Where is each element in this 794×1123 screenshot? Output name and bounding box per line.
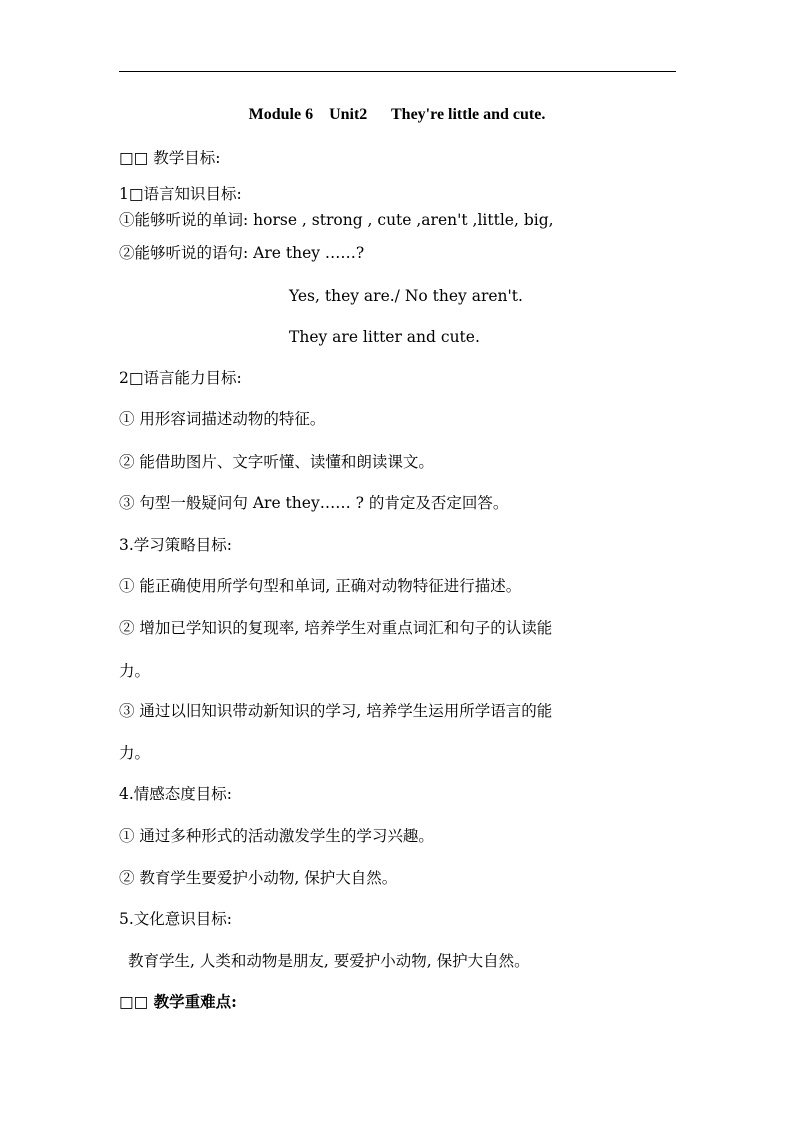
strategy-item-3: ③ 通过以旧知识带动新知识的学习, 培养学生运用所学语言的能 xyxy=(119,702,553,720)
attitude-item-1: ① 通过多种形式的活动激发学生的学习兴趣。 xyxy=(119,827,434,845)
knowledge-words: ①能够听说的单词: horse , strong , cute ,aren't ,little, big, xyxy=(119,211,554,229)
section-heading-objectives: □□ 教学目标: xyxy=(119,149,221,167)
subheading-ability: 2□语言能力目标: xyxy=(119,369,242,387)
knowledge-sentence-answer: Yes, they are./ No they aren't. xyxy=(289,287,523,305)
strategy-item-2-cont: 力。 xyxy=(119,662,151,680)
document-title: Module 6 Unit2 They're little and cute. xyxy=(248,106,546,123)
header-rule xyxy=(119,71,676,72)
strategy-item-1: ① 能正确使用所学句型和单词, 正确对动物特征进行描述。 xyxy=(119,577,522,595)
knowledge-sentences: ②能够听说的语句: Are they ……? xyxy=(119,244,365,262)
strategy-item-2: ② 增加已学知识的复现率, 培养学生对重点词汇和句子的认读能 xyxy=(119,619,553,637)
ability-item-2: ② 能借助图片、文字听懂、读懂和朗读课文。 xyxy=(119,453,434,471)
culture-item: 教育学生, 人类和动物是朋友, 要爱护小动物, 保护大自然。 xyxy=(128,952,530,970)
subheading-strategy: 3.学习策略目标: xyxy=(119,536,233,554)
section-heading-key-points: □□ 教学重难点: xyxy=(119,992,237,1011)
subheading-attitude: 4.情感态度目标: xyxy=(119,785,233,803)
strategy-item-3-cont: 力。 xyxy=(119,744,151,762)
attitude-item-2: ② 教育学生要爱护小动物, 保护大自然。 xyxy=(119,869,398,887)
subheading-culture: 5.文化意识目标: xyxy=(119,910,233,928)
subheading-knowledge: 1□语言知识目标: xyxy=(119,185,242,203)
ability-item-3: ③ 句型一般疑问句 Are they…… ? 的肯定及否定回答。 xyxy=(119,494,509,512)
knowledge-sentence-example: They are litter and cute. xyxy=(289,328,480,346)
ability-item-1: ① 用形容词描述动物的特征。 xyxy=(119,410,326,428)
